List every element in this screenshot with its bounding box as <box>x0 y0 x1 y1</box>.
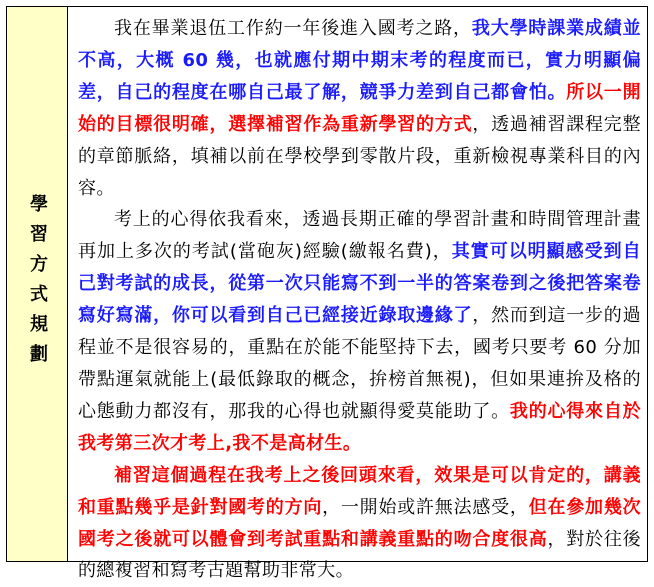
paragraph-1-text-1: 我在畢業退伍工作約一年後進入國考之路， <box>114 18 472 39</box>
paragraph-3-text-3: 但在參加幾次國考之後就可以體會到考試重點和講義重點的吻合度很高 <box>78 496 641 550</box>
paragraph-1-text-4: ，透過補習課程完整的章節脈絡，填補以前在學校學到零散片段，重新檢視專業科目的內容。 <box>78 113 641 199</box>
row-label-cell <box>7 7 68 561</box>
paragraph-3-text-1: 補習這個過程在我考上之後回頭來看，效果是可以肯定的，講義和重點幾乎是針對國考的方向 <box>78 464 641 518</box>
study-plan-table <box>6 6 648 582</box>
paragraph-2-text-4: 我的心得來自於我考第三次才考上,我不是高材生。 <box>78 400 641 454</box>
paragraph-2-text-1: 考上的心得依我看來，透過長期正確的學習計畫和時間管理計畫再加上多次的考試(當砲灰)經驗(繳報名費)， <box>78 209 641 263</box>
paragraph-1 <box>78 13 641 204</box>
content-cell <box>68 7 647 582</box>
paragraph-3-text-2: ，一開始或許無法感受， <box>322 496 529 518</box>
paragraph-2-text-3: ，然而到這一步的過程並不是很容易的，重點在於能不能堅持下去，國考只要考 60 分加帶點運氣就能上(最低錄取的概念，拚榜首無視)，但如果連拚及格的心態動力都沒有，那我的心得也就顯得愛莫能助了。 <box>78 305 641 422</box>
paragraph-2 <box>78 204 641 459</box>
paragraph-2-text-2: 其實可以明顯感受到自己對考試的成長，從第一次只能寫不到一半的答案卷到之後把答案卷寫好寫滿，你可以看到自己已經接近錄取邊緣了 <box>78 241 642 327</box>
paragraph-3-text-4: ，對於往後的總複習和寫考古題幫助非常大。 <box>78 528 642 582</box>
paragraph-1-text-2: 我大學時課業成績並不高，大概 60 幾，也就應付期中期末考的程度而已，實力明顯偏差，自己的程度在哪自己最了解，競爭力差到自己都會怕。 <box>78 18 641 103</box>
row-label: 學習方式規劃 <box>27 194 48 374</box>
paragraph-1-text-3: 所以一開始的目標很明確，選擇補習作為重新學習的方式 <box>78 81 641 135</box>
